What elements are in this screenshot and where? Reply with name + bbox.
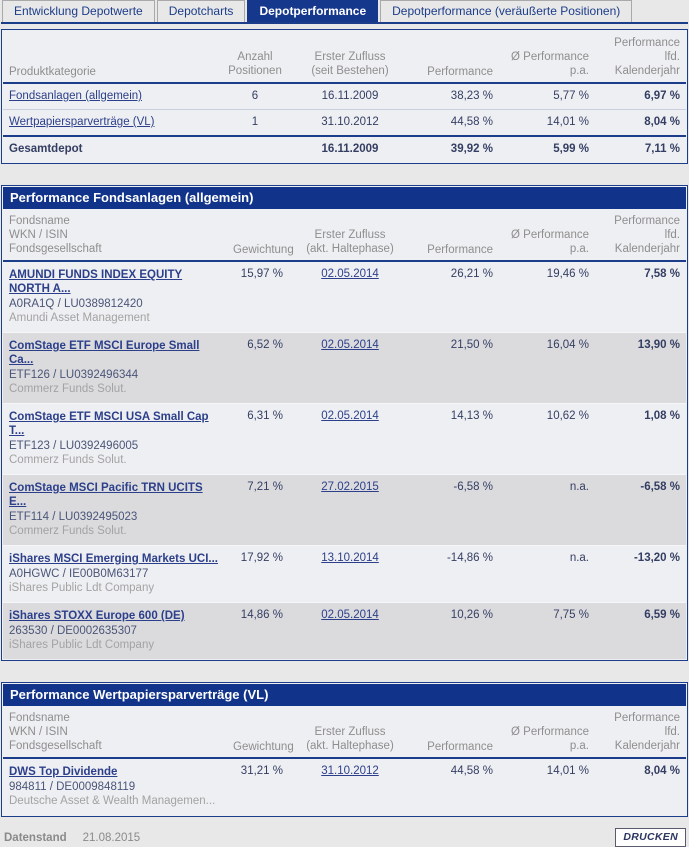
weight-value: 31,21 % <box>240 765 283 777</box>
performance-value: 14,13 % <box>411 404 499 475</box>
weight-value: 14,86 % <box>227 603 289 660</box>
wkn-isin: A0HGWC / IE00B0M63177 <box>9 568 149 580</box>
performance-value: 44,58 % <box>411 110 499 137</box>
performance-pa-value: n.a. <box>499 475 595 546</box>
performance-ytd-value: -13,20 % <box>595 546 686 603</box>
fund-name-link[interactable]: AMUNDI FUNDS INDEX EQUITY NORTH A... <box>9 269 183 295</box>
table-row <box>3 603 686 660</box>
performance-ytd-value: 6,59 % <box>595 603 686 660</box>
inflow-date-link[interactable]: 02.05.2014 <box>321 339 379 351</box>
total-performance-ytd-value: 7,11 % <box>595 136 686 162</box>
col-erster-zufluss: Erster Zufluss (seit Bestehen) <box>289 31 411 83</box>
inflow-date-link[interactable]: 27.02.2015 <box>321 481 379 493</box>
weight-value: 7,21 % <box>227 475 289 546</box>
performance-value: 44,58 % <box>450 765 493 777</box>
fondsanlagen-panel <box>1 185 688 661</box>
fund-name-link[interactable]: ComStage ETF MSCI USA Small Cap T... <box>9 411 209 437</box>
fund-company: Commerz Funds Solut. <box>9 454 127 466</box>
summary-header-row <box>3 31 686 83</box>
table-row <box>3 261 686 333</box>
summary-table <box>3 31 686 162</box>
col-fondsname: Fondsname WKN / ISIN Fondsgesellschaft <box>3 209 227 261</box>
total-row <box>3 136 686 162</box>
performance-value: 26,21 % <box>450 268 493 280</box>
table-row <box>3 404 686 475</box>
fund-company: iShares Public Ldt Company <box>9 639 155 651</box>
table-row <box>3 83 686 110</box>
wkn-isin: 263530 / DE0002635307 <box>9 625 137 637</box>
performance-value: -6,58 % <box>411 475 499 546</box>
section-title: Performance Wertpapiersparverträge (VL) <box>3 684 686 706</box>
weight-value: 15,97 % <box>240 268 283 280</box>
col-performance-kalenderjahr: Performance lfd. Kalenderjahr <box>595 31 686 83</box>
fund-company: Deutsche Asset & Wealth Managemen... <box>9 795 216 807</box>
performance-ytd-value: 6,97 % <box>644 90 680 102</box>
col-performance-kalenderjahr: Performance lfd. Kalenderjahr <box>595 706 686 758</box>
col-produktkategorie: Produktkategorie <box>3 31 221 83</box>
weight-value: 6,31 % <box>227 404 289 475</box>
inflow-date-link[interactable]: 02.05.2014 <box>321 410 379 422</box>
wkn-isin: ETF123 / LU0392496005 <box>9 440 139 452</box>
col-performance-kalenderjahr: Performance lfd. Kalenderjahr <box>595 209 686 261</box>
fund-company: iShares Public Ldt Company <box>9 582 155 594</box>
performance-ytd-value: 8,04 % <box>595 110 686 137</box>
summary-panel <box>1 29 688 164</box>
count-value: 6 <box>251 90 259 102</box>
performance-pa-value: 10,62 % <box>499 404 595 475</box>
wertpapiersparvertraege-panel <box>1 682 688 817</box>
count-value: 1 <box>221 110 289 137</box>
performance-ytd-value: 8,04 % <box>644 765 680 777</box>
performance-pa-value: 16,04 % <box>499 333 595 404</box>
tab-entwicklung-depotwerte[interactable]: Entwicklung Depotwerte <box>2 0 155 22</box>
wkn-isin: 984811 / DE0009848119 <box>9 781 136 793</box>
performance-ytd-value: 13,90 % <box>595 333 686 404</box>
col-gewichtung: Gewichtung <box>227 706 289 758</box>
fund-company: Commerz Funds Solut. <box>9 383 127 395</box>
total-inflow-value: 16.11.2009 <box>289 136 411 162</box>
col-erster-zufluss: Erster Zufluss (akt. Haltephase) <box>289 706 411 758</box>
total-label: Gesamtdepot <box>3 136 221 162</box>
inflow-value: 16.11.2009 <box>321 90 379 102</box>
fund-name-link[interactable]: ComStage ETF MSCI Europe Small Ca... <box>9 340 200 366</box>
col-performance: Performance <box>411 209 499 261</box>
performance-value: 10,26 % <box>411 603 499 660</box>
performance-pa-value: n.a. <box>499 546 595 603</box>
fund-header-row <box>3 209 686 261</box>
wkn-isin: ETF126 / LU0392496344 <box>9 369 139 381</box>
performance-ytd-value: -6,58 % <box>595 475 686 546</box>
performance-pa-value: 7,75 % <box>499 603 595 660</box>
fondsanlagen-table <box>3 209 686 659</box>
col-performance: Performance <box>411 31 499 83</box>
inflow-date-link[interactable]: 13.10.2014 <box>321 552 379 564</box>
datenstand-value: 21.08.2015 <box>82 831 141 844</box>
col-anzahl-positionen: Anzahl Positionen <box>221 31 289 83</box>
fund-name-link[interactable]: iShares STOXX Europe 600 (DE) <box>9 610 185 622</box>
datenstand-label: Datenstand <box>4 831 67 844</box>
footer <box>1 828 688 847</box>
weight-value: 17,92 % <box>227 546 289 603</box>
col-gewichtung: Gewichtung <box>227 209 289 261</box>
tab-depotperformance-veraeusserte-positionen[interactable]: Depotperformance (veräußerte Positionen) <box>380 0 632 22</box>
performance-pa-value: 14,01 % <box>499 110 595 137</box>
col-erster-zufluss: Erster Zufluss (akt. Haltephase) <box>289 209 411 261</box>
performance-value: -14,86 % <box>411 546 499 603</box>
table-row <box>3 546 686 603</box>
section-title: Performance Fondsanlagen (allgemein) <box>3 187 686 209</box>
weight-value: 6,52 % <box>227 333 289 404</box>
tab-depotcharts[interactable]: Depotcharts <box>157 0 246 22</box>
inflow-value: 31.10.2012 <box>289 110 411 137</box>
inflow-date-link[interactable]: 31.10.2012 <box>321 765 379 777</box>
col-performance-pa: Ø Performance p.a. <box>499 209 595 261</box>
datenstand <box>4 832 140 844</box>
col-performance-pa: Ø Performance p.a. <box>499 31 595 83</box>
performance-pa-value: 5,77 % <box>553 90 589 102</box>
category-link-wertpapiersparvertraege[interactable]: Wertpapiersparverträge (VL) <box>9 116 155 128</box>
total-performance-value: 39,92 % <box>411 136 499 162</box>
col-fondsname: Fondsname WKN / ISIN Fondsgesellschaft <box>3 706 227 758</box>
col-performance-pa: Ø Performance p.a. <box>499 706 595 758</box>
performance-value: 21,50 % <box>411 333 499 404</box>
fund-name-link[interactable]: iShares MSCI Emerging Markets UCI... <box>9 553 218 565</box>
fund-name-link[interactable]: ComStage MSCI Pacific TRN UCITS E... <box>9 482 203 508</box>
drucken-button[interactable]: DRUCKEN <box>615 828 686 847</box>
fund-company: Amundi Asset Management <box>9 312 150 324</box>
fund-company: Commerz Funds Solut. <box>9 525 127 537</box>
performance-ytd-value: 1,08 % <box>595 404 686 475</box>
performance-ytd-value: 7,58 % <box>644 268 680 280</box>
wkn-isin: ETF114 / LU0392495023 <box>9 511 138 523</box>
table-row <box>3 475 686 546</box>
tab-bar <box>1 0 688 24</box>
col-performance: Performance <box>411 706 499 758</box>
table-row <box>3 110 686 137</box>
total-performance-pa-value: 5,99 % <box>499 136 595 162</box>
category-link-fondsanlagen[interactable]: Fondsanlagen (allgemein) <box>9 90 142 102</box>
fund-header-row <box>3 706 686 758</box>
table-row <box>3 758 686 815</box>
table-row <box>3 333 686 404</box>
tab-depotperformance[interactable]: Depotperformance <box>247 0 378 22</box>
wkn-isin: A0RA1Q / LU0389812420 <box>9 298 143 310</box>
performance-pa-value: 19,46 % <box>546 268 589 280</box>
inflow-date-link[interactable]: 02.05.2014 <box>321 268 379 280</box>
inflow-date-link[interactable]: 02.05.2014 <box>321 609 379 621</box>
performance-pa-value: 14,01 % <box>546 765 589 777</box>
fund-name-link[interactable]: DWS Top Dividende <box>9 766 118 778</box>
performance-value: 38,23 % <box>450 90 493 102</box>
wertpapiersparvertraege-table <box>3 706 686 815</box>
